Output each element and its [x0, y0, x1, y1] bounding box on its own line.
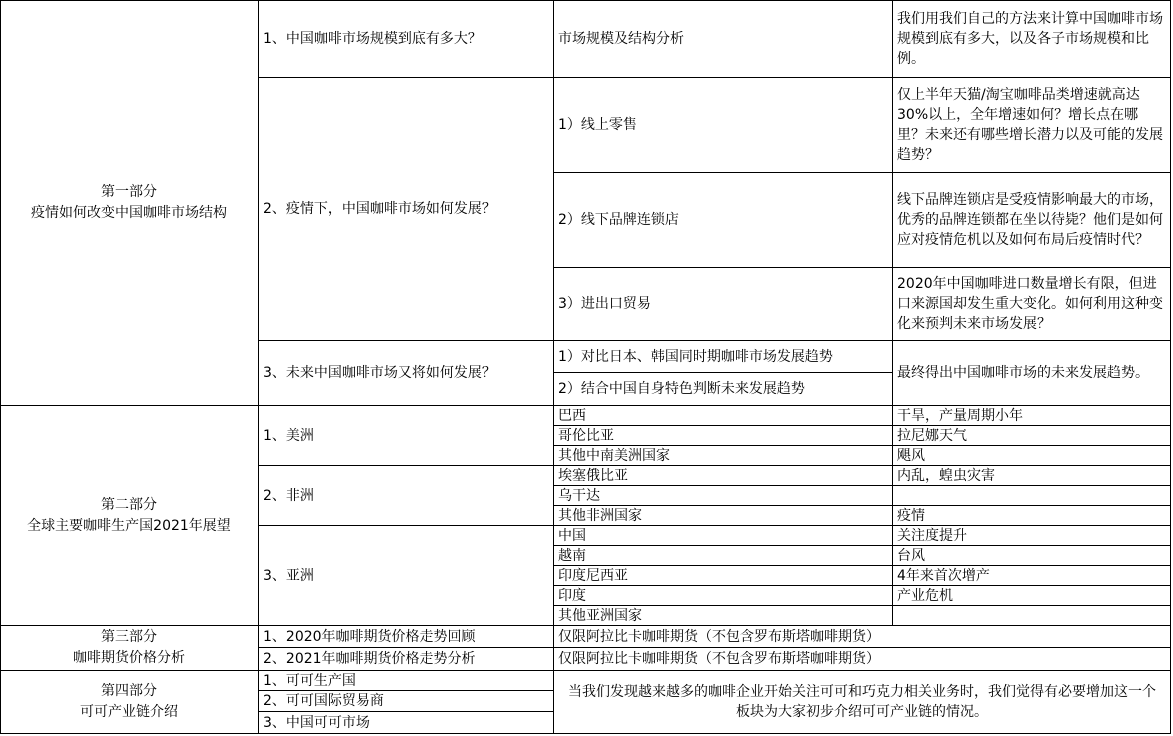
topic-cell: 2、2021年咖啡期货价格走势分析 [259, 648, 554, 671]
topic-cell: 1、中国咖啡市场规模到底有多大？ [259, 0, 554, 78]
item-cell: 3）进出口贸易 [554, 268, 893, 341]
topic-cell: 3、亚洲 [259, 526, 554, 626]
country-note [893, 486, 1171, 506]
section-title: 第一部分 [101, 183, 157, 200]
detail-cell: 仅限阿拉比卡咖啡期货（不包含罗布斯塔咖啡期货） [554, 626, 1171, 648]
section-subtitle: 咖啡期货价格分析 [73, 650, 185, 666]
section-3-header [0, 626, 259, 671]
country-note [893, 606, 1171, 626]
item-cell: 1）线上零售 [554, 78, 893, 173]
section-title: 第四部分 [101, 683, 157, 699]
country-cell: 乌干达 [554, 486, 893, 506]
item-cell: 市场规模及结构分析 [554, 0, 893, 78]
note-cell: 线下品牌连锁店是受疫情影响最大的市场，优秀的品牌连锁都在坐以待毙？他们是如何应对疫情危机以及如何布局后疫情时代？ [893, 173, 1171, 268]
section-1-header [0, 0, 259, 406]
country-cell: 中国 [554, 526, 893, 546]
section-subtitle: 可可产业链介绍 [80, 704, 178, 720]
country-note: 关注度提升 [893, 526, 1171, 546]
note-cell: 当我们发现越来越多的咖啡企业开始关注可可和巧克力相关业务时，我们觉得有必要增加这一个板块为大家初步介绍可可产业链的情况。 [554, 671, 1171, 734]
topic-cell: 2、可可国际贸易商 [259, 691, 554, 712]
detail-cell: 仅限阿拉比卡咖啡期货（不包含罗布斯塔咖啡期货） [554, 648, 1171, 671]
country-cell: 巴西 [554, 406, 893, 426]
country-cell: 其他亚洲国家 [554, 606, 893, 626]
topic-cell: 2、疫情下，中国咖啡市场如何发展？ [259, 78, 554, 341]
country-note: 4年来首次增产 [893, 566, 1171, 586]
topic-cell: 1、可可生产国 [259, 671, 554, 691]
country-note: 飓风 [893, 446, 1171, 466]
note-cell: 最终得出中国咖啡市场的未来发展趋势。 [893, 341, 1171, 406]
topic-cell: 1、美洲 [259, 406, 554, 466]
country-cell: 哥伦比亚 [554, 426, 893, 446]
section-4-header [0, 671, 259, 734]
topic-cell: 1、2020年咖啡期货价格走势回顾 [259, 626, 554, 648]
country-cell: 其他中南美洲国家 [554, 446, 893, 466]
section-2-header [0, 406, 259, 626]
topic-cell: 3、中国可可市场 [259, 712, 554, 734]
country-note: 内乱，蝗虫灾害 [893, 466, 1171, 486]
country-note: 拉尼娜天气 [893, 426, 1171, 446]
country-cell: 埃塞俄比亚 [554, 466, 893, 486]
section-title: 第二部分 [101, 496, 157, 513]
topic-cell: 3、未来中国咖啡市场又将如何发展？ [259, 341, 554, 406]
item-cell: 2）结合中国自身特色判断未来发展趋势 [554, 373, 893, 406]
note-cell: 我们用我们自己的方法来计算中国咖啡市场规模到底有多大，以及各子市场规模和比例。 [893, 0, 1171, 78]
topic-cell: 2、非洲 [259, 466, 554, 526]
country-cell: 印度 [554, 586, 893, 606]
country-note: 疫情 [893, 506, 1171, 526]
country-cell: 越南 [554, 546, 893, 566]
country-cell: 其他非洲国家 [554, 506, 893, 526]
section-subtitle: 疫情如何改变中国咖啡市场结构 [31, 204, 227, 221]
section-title: 第三部分 [101, 629, 157, 645]
note-cell: 2020年中国咖啡进口数量增长有限，但进口来源国却发生重大变化。如何利用这种变化来预判未来市场发展？ [893, 268, 1171, 341]
section-subtitle: 全球主要咖啡生产国2021年展望 [27, 517, 231, 534]
note-cell: 仅上半年天猫/淘宝咖啡品类增速就高达30%以上，全年增速如何？增长点在哪里？未来还有哪些增长潜力以及可能的发展趋势？ [893, 78, 1171, 173]
country-cell: 印度尼西亚 [554, 566, 893, 586]
country-note: 台风 [893, 546, 1171, 566]
country-note: 产业危机 [893, 586, 1171, 606]
country-note: 干旱，产量周期小年 [893, 406, 1171, 426]
item-cell: 1）对比日本、韩国同时期咖啡市场发展趋势 [554, 341, 893, 373]
item-cell: 2）线下品牌连锁店 [554, 173, 893, 268]
